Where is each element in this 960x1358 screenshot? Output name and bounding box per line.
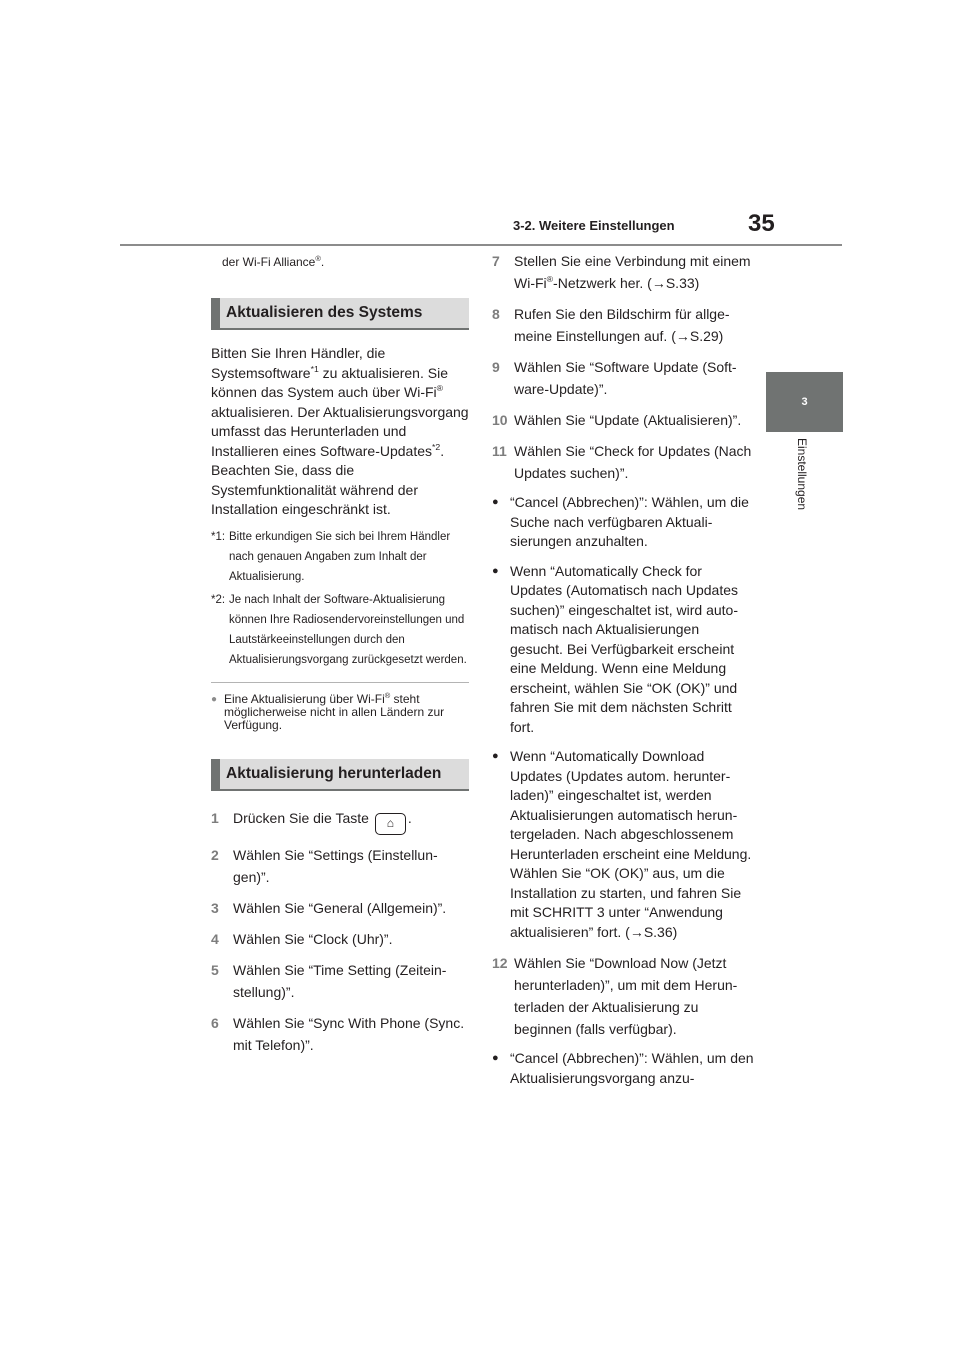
chapter-label: Einstellungen	[795, 438, 809, 511]
step-6: 6 Wählen Sie “Sync With Phone (Sync. mit Telefon)”.	[211, 1014, 465, 1053]
step-5: 5 Wählen Sie “Time Setting (Zeiteinstellung)”.	[211, 961, 447, 1000]
bullet-dot-icon: ●	[492, 564, 499, 577]
step-1: 1 Drücken Sie die Taste ⌂ .	[211, 807, 469, 835]
chapter-tab	[766, 372, 843, 432]
header-rule	[120, 244, 842, 246]
page-number: 35	[748, 210, 775, 237]
left-column	[211, 250, 469, 1065]
bullet-dot-icon: ●	[492, 750, 499, 762]
home-key-icon: ⌂	[375, 813, 406, 835]
step-10: 10 Wählen Sie “Update (Aktualisieren)”.	[492, 412, 742, 428]
step-3: 3 Wählen Sie “General (Allgemein)”.	[211, 899, 447, 916]
bullet-auto-check: ● Wenn “Automatically Check for Updates (Automatisch nach Updates suchen)” eingeschaltet ist, wird automatisch nach Aktualisierungen gesucht. Bei Verfügbarkeit erscheint eine Meldung. Wenn eine Meldung erscheint, wählen Sie “OK (OK)” und fahren Sie mit dem nächsten Schritt fort.	[492, 562, 754, 738]
bullet-cancel-search: ● “Cancel (Abbrechen)”: Wählen, um die Suche nach verfügbaren Aktualisierungen anzuhalten.	[492, 493, 754, 552]
step-2: 2 Wählen Sie “Settings (Einstellungen)”.	[211, 846, 438, 885]
bullet-dot-icon: ●	[492, 496, 499, 508]
right-column	[492, 250, 754, 1098]
availability-note: ● Eine Aktualisierung über Wi-Fi® steht möglicherweise nicht in allen Ländern zur Verfügung.	[211, 690, 445, 732]
step-12: 12 Wählen Sie “Download Now (Jetzt herunterladen)”, um mit dem Herunterladen der Aktualisierung zu beginnen (falls verfügbar).	[492, 955, 738, 1037]
step-7: 7 Stellen Sie eine Verbindung mit einem Wi-Fi®-Netzwerk her. (→S.33)	[492, 253, 751, 291]
note-divider	[211, 682, 469, 683]
step-8: 8 Rufen Sie den Bildschirm für allgemeine Einstellungen auf. (→S.29)	[492, 306, 730, 344]
bullet-cancel-update: ● “Cancel (Abbrechen)”: Wählen, um den Aktualisierungsvorgang anzu-	[492, 1049, 754, 1088]
chapter-number: 3	[801, 396, 808, 408]
section-heading-download-update: Aktualisierung herunterladen	[211, 759, 469, 789]
step-9: 9 Wählen Sie “Software Update (Software-Update)”.	[492, 359, 737, 397]
bullet-dot-icon: ●	[492, 1052, 499, 1064]
intro-paragraph: Bitten Sie Ihren Händler, die Systemsoftware$^{*1}$ zu aktualisieren. Sie können das System auch über Wi-Fi® aktualisieren. Der Aktualisierungsvorgang umfasst das Herunterladen und Installieren eines Software-Updates$^{*2}$. Beachten Sie, dass die Systemfunktionalität während der Installation eingeschränkt ist.	[211, 345, 469, 517]
step-11: 11 Wählen Sie “Check for Updates (Nach Updates suchen)”.	[492, 443, 752, 481]
bullet-dot-icon: ●	[211, 693, 218, 705]
bullet-auto-download: ● Wenn “Automatically Download Updates (Updates autom. herunterladen)” eingeschaltet ist, werden Aktualisierungen automatisch heruntergeladen. Nach abgeschlossenem Herunterladen erscheint eine Meldung. Wählen Sie “OK (OK)” aus, um die Installation zu starten, und fahren Sie mit SCHRITT 3 unter “Anwendung aktualisieren” fort. (→S.36)	[492, 747, 754, 942]
step-4: 4 Wählen Sie “Clock (Uhr)”.	[211, 930, 393, 947]
footnote-1: *1: Bitte erkundigen Sie sich bei Ihrem Händler nach genauen Angaben zum Inhalt der Aktualisierung.	[211, 530, 451, 583]
footnote-2: *2: Je nach Inhalt der Software-Aktualisierung können Ihre Radiosendervoreinstellungen und Lautstärkeeinstellungen durch den Aktualisierungsvorgang zurückgesetzt werden.	[211, 593, 467, 666]
header-section-title: 3-2. Weitere Einstellungen	[513, 218, 675, 233]
continued-fragment: der Wi-Fi Alliance®.	[222, 253, 325, 269]
section-heading-update-system: Aktualisieren des Systems	[211, 298, 469, 328]
